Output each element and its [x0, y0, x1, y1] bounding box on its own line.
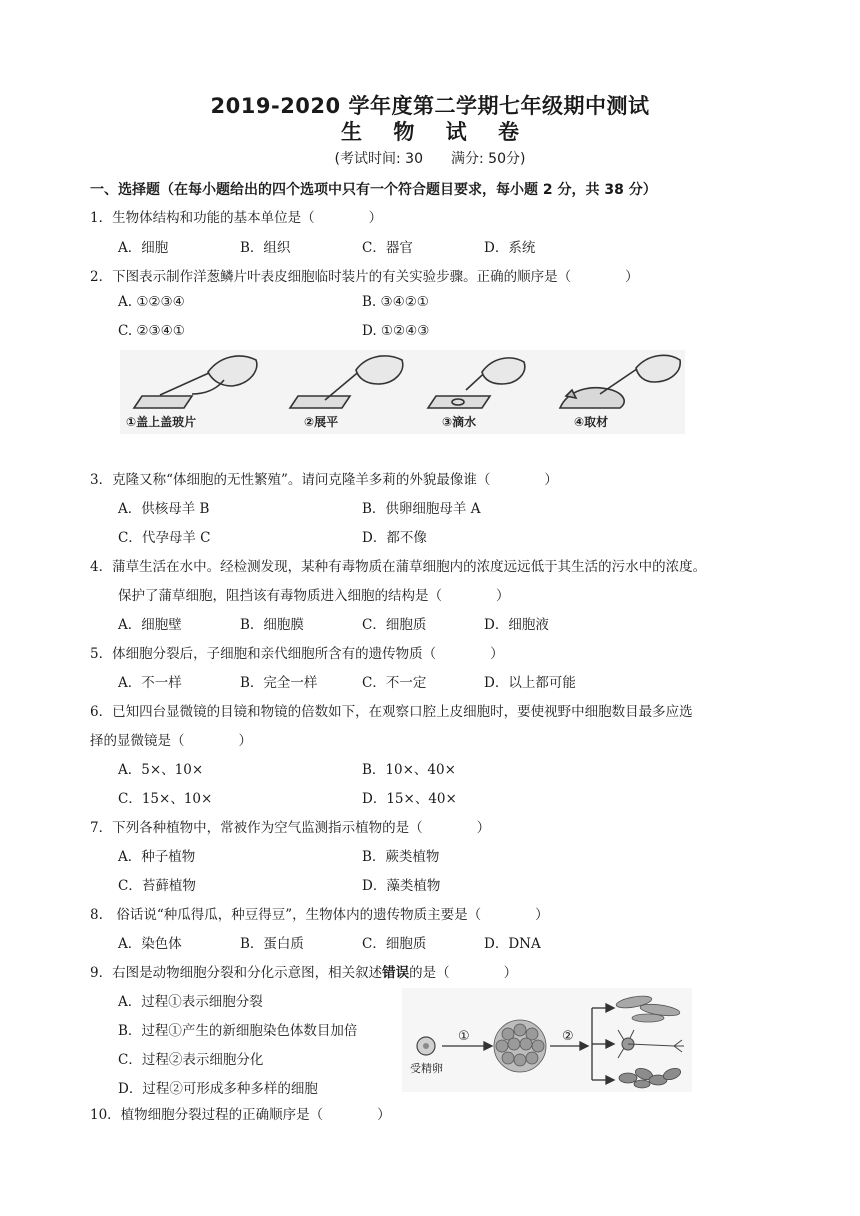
q1-option-c: C．器官	[362, 240, 413, 256]
question-6-stem-continued: 择的显微镜是（ ）	[90, 733, 252, 749]
q3-option-c: C．代孕母羊 C	[118, 530, 211, 546]
q2-option-a: A. ①②③④	[118, 294, 185, 310]
q1-option-a: A．细胞	[118, 240, 169, 256]
q9-stem-emphasis: 错误	[382, 965, 410, 981]
q7-option-c: C．苔藓植物	[118, 878, 196, 894]
q9-stem-part: 9．右图是动物细胞分裂和分化示意图，相关叙述	[90, 965, 383, 981]
caption-step-3: ③滴水	[442, 415, 477, 429]
question-6-stem: 6．已知四台显微镜的目镜和物镜的倍数如下，在观察口腔上皮细胞时，要使视野中细胞数目最多应选	[90, 704, 693, 720]
q3-option-d: D．都不像	[362, 530, 427, 546]
q5-option-a: A．不一样	[118, 675, 182, 691]
exam-info: (考试时间: 30 满分: 50分)	[334, 151, 526, 167]
q4-option-c: C．细胞质	[362, 617, 427, 633]
caption-step-4: ④取材	[574, 415, 609, 429]
q3-option-a: A．供核母羊 B	[118, 501, 210, 517]
q6-option-c: C．15×、10×	[118, 791, 213, 807]
q5-option-b: B．完全一样	[240, 675, 318, 691]
q4-option-a: A．细胞壁	[118, 617, 182, 633]
q7-option-b: B．蕨类植物	[362, 849, 440, 865]
cell-mass-illustration	[494, 1020, 546, 1072]
q1-option-b: B．组织	[240, 240, 291, 256]
exam-subtitle: 生 物 试 卷	[341, 120, 531, 144]
q8-option-d: D．DNA	[484, 936, 541, 952]
question-5-stem: 5．体细胞分裂后，子细胞和亲代细胞所含有的遗传物质（ ）	[90, 646, 504, 662]
q2-option-c: C. ②③④①	[118, 323, 185, 339]
q6-option-b: B．10×、40×	[362, 762, 456, 778]
q5-option-d: D．以上都可能	[484, 675, 576, 691]
caption-step-2: ②展平	[304, 415, 339, 429]
q2-option-b: B. ③④②①	[362, 294, 429, 310]
q8-option-c: C．细胞质	[362, 936, 427, 952]
q4-option-b: B．细胞膜	[240, 617, 304, 633]
q5-option-c: C．不一定	[362, 675, 427, 691]
question-10-stem: 10．植物细胞分裂过程的正确顺序是（ ）	[90, 1107, 391, 1123]
question-3-stem: 3．克隆又称“体细胞的无性繁殖”。请问克隆羊多莉的外貌最像谁（ ）	[90, 472, 558, 488]
q9-option-b: B．过程①产生的新细胞染色体数目加倍	[118, 1023, 358, 1039]
fertilized-egg-illustration	[417, 1037, 435, 1055]
q7-option-a: A．种子植物	[118, 849, 196, 865]
q8-option-a: A．染色体	[118, 936, 182, 952]
section-heading: 一、选择题（在每小题给出的四个选项中只有一个符合题目要求，每小题 2 分，共 38 分）	[90, 182, 657, 198]
question-4-stem: 4．蒲草生活在水中。经检测发现，某种有毒物质在蒲草细胞内的浓度远远低于其生活的污水中的浓度。	[90, 559, 707, 575]
q9-option-a: A．过程①表示细胞分裂	[118, 994, 263, 1010]
q9-option-d: D．过程②可形成多种多样的细胞	[118, 1081, 318, 1097]
question-1-stem: 1．生物体结构和功能的基本单位是（ ）	[90, 210, 383, 226]
q6-option-a: A．5×、10×	[118, 762, 204, 778]
q3-option-b: B．供卵细胞母羊 A	[362, 501, 481, 517]
cell-division-differentiation-figure	[402, 988, 692, 1092]
caption-step-1: ①盖上盖玻片	[126, 415, 197, 429]
q9-stem-end: 的是（ ）	[409, 965, 518, 981]
q9-option-c: C．过程②表示细胞分化	[118, 1052, 264, 1068]
q2-option-d: D. ①②④③	[362, 323, 430, 339]
question-9-stem	[90, 961, 517, 981]
q7-option-d: D．藻类植物	[362, 878, 441, 894]
q1-option-d: D．系统	[484, 240, 536, 256]
q6-option-d: D．15×、40×	[362, 791, 457, 807]
exam-title: 2019-2020 学年度第二学期七年级期中测试	[210, 94, 650, 118]
egg-label: 受精卵	[410, 1062, 443, 1075]
process-1-label: ①	[458, 1029, 470, 1044]
question-4-stem-continued: 保护了蒲草细胞，阻挡该有毒物质进入细胞的结构是（ ）	[118, 588, 510, 604]
slide-preparation-figure	[120, 350, 685, 434]
question-2-stem: 2．下图表示制作洋葱鳞片叶表皮细胞临时装片的有关实验步骤。正确的顺序是（ ）	[90, 269, 639, 285]
q8-option-b: B．蛋白质	[240, 936, 304, 952]
question-8-stem: 8. 俗话说“种瓜得瓜，种豆得豆”，生物体内的遗传物质主要是（ ）	[90, 907, 549, 923]
process-2-label: ②	[562, 1029, 574, 1044]
question-7-stem: 7．下列各种植物中，常被作为空气监测指示植物的是（ ）	[90, 820, 491, 836]
q4-option-d: D．细胞液	[484, 617, 549, 633]
